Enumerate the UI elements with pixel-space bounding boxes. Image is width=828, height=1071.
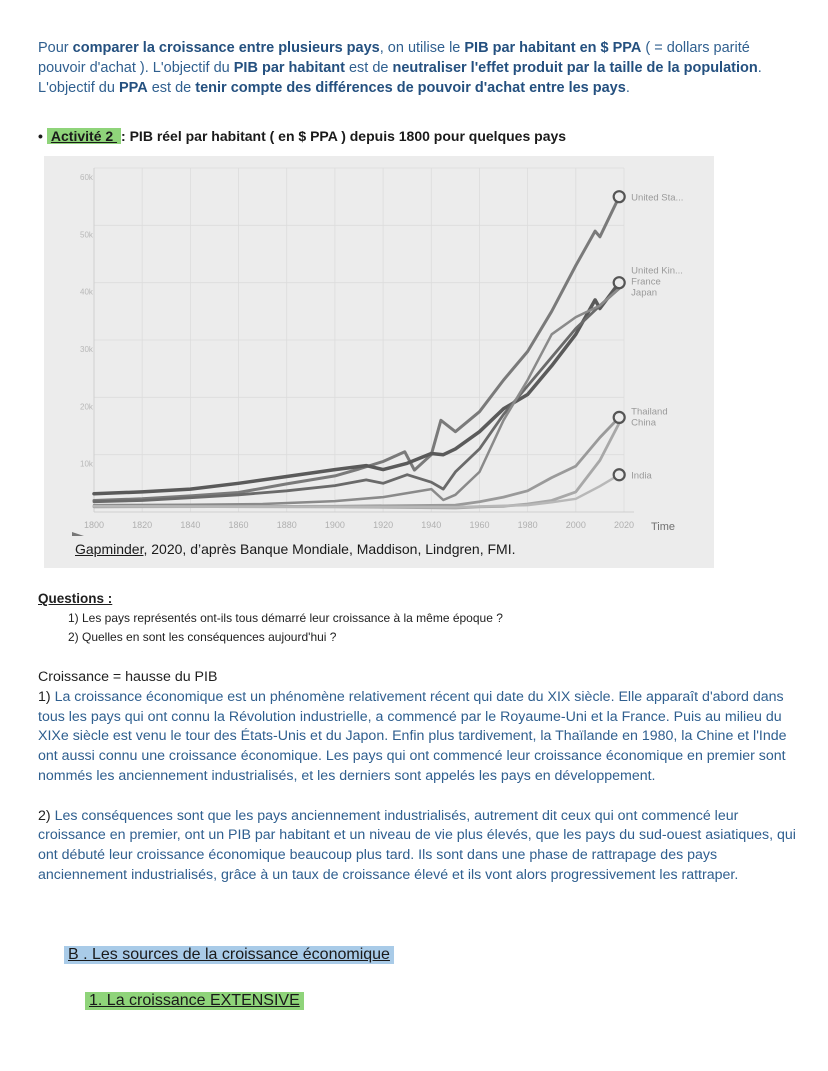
activity-tag: Activité 2 — [47, 128, 121, 144]
series-end-marker — [614, 191, 625, 202]
y-tick-label: 30k — [80, 345, 93, 354]
series-label: United Sta... — [631, 192, 684, 204]
series-line — [94, 283, 619, 494]
answer-heading: Croissance = hausse du PIB — [38, 669, 218, 685]
series-line — [94, 288, 619, 505]
y-tick-label: 40k — [80, 287, 93, 297]
series-label: France — [631, 276, 661, 288]
answer-text: La croissance économique est un phénomène relativement récent qui date du XIX siècle. Elle apparaît d'abord dans tous les pays qui ont connu la Révolution industrielle, a commencé par le Royaume-Uni et la France. Puis au milieu du XIXe siècle est venu le tour des États-Unis et du Japon. Enfin plus tardivement, la Thaïlande en 1980, la Chine et l'Inde ont aussi connu une croissance économique. Les pays qui ont commencé leur croissance économique en premier sont nommés les anciennement industrialisés, et les derniers sont appelés les pays en développement. — [38, 688, 787, 784]
answer-text: Les conséquences sont que les pays anciennement industrialisés, autrement dit ceux qui ont commencé leur croissance en premier, ont un PIB par habitant et un niveau de vie plus élevés, que les pays du sud-ouest asiatiques, qui ont débuté leur croissance économique beaucoup plus tard. Ils sont dans une phase de rattrapage des pays anciennement industrialisés, grâce à un taux de croissance élevé et ils vont alors progressivement les rattraper. — [38, 807, 796, 883]
chart-series — [94, 191, 625, 508]
answer-paragraph-1 — [38, 688, 798, 787]
series-end-marker — [614, 412, 625, 423]
x-tick-label: 1980 — [517, 520, 538, 530]
series-label: Thailand — [631, 406, 668, 418]
question-item: 2) Quelles en sont les conséquences aujourd'hui ? — [68, 630, 337, 644]
y-tick-label: 10k — [80, 459, 93, 469]
section-heading-b: B . Les sources de la croissance économique — [64, 946, 394, 964]
y-tick-label: 60k — [80, 173, 93, 182]
intro-bold: tenir compte des différences de pouvoir d'achat entre les pays — [195, 80, 626, 96]
intro-text: Pour — [38, 40, 73, 56]
intro-bold: neutraliser l'effet produit par la taille de la population — [392, 60, 758, 76]
chart-source — [75, 541, 516, 557]
chart-grid — [94, 168, 624, 512]
x-tick-label: 1840 — [180, 520, 201, 530]
series-line — [94, 417, 619, 506]
intro-bold: comparer la croissance entre plusieurs pays — [72, 40, 380, 56]
x-tick-label: 1820 — [132, 520, 153, 530]
series-label: China — [631, 417, 657, 429]
activity-heading — [38, 128, 566, 144]
intro-bold: PIB par habitant en $ PPA — [464, 40, 642, 56]
intro-bold: PPA — [118, 80, 148, 96]
questions-list — [68, 609, 503, 647]
x-tick-label: 1900 — [324, 520, 345, 530]
intro-text: . — [625, 80, 630, 96]
section-heading-b1: 1. La croissance EXTENSIVE — [85, 992, 304, 1010]
questions-title: Questions : — [38, 591, 113, 606]
intro-text: est de — [344, 60, 393, 76]
series-label: United Kin... — [631, 265, 683, 277]
answer-number: 2) — [38, 807, 55, 824]
answer-paragraph-2 — [38, 807, 798, 886]
x-tick-label: 1960 — [469, 520, 490, 530]
answer-number: 1) — [38, 688, 55, 705]
series-end-marker — [614, 469, 625, 480]
intro-text: ( = dollars parité pouvoir d'achat ). L'objectif du — [38, 40, 750, 76]
chart-labels — [631, 193, 683, 482]
question-item: 1) Les pays représentés ont-ils tous démarré leur croissance à la même époque ? — [68, 611, 503, 625]
intro-text: . L'objectif du — [38, 60, 762, 96]
intro-bold: PIB par habitant — [233, 60, 345, 76]
axis-arrow-icon — [72, 532, 84, 536]
source-text: , 2020, d’après Banque Mondiale, Maddison, Lindgren, FMI. — [143, 541, 516, 557]
series-label: India — [631, 470, 652, 482]
x-tick-label: 1860 — [228, 520, 249, 530]
x-tick-label: 1920 — [373, 520, 394, 530]
x-tick-label: 2020 — [613, 520, 635, 530]
series-label: Japan — [631, 287, 658, 299]
x-tick-label: 1800 — [83, 520, 105, 530]
chart-svg — [44, 156, 714, 568]
bullet: • — [38, 128, 43, 144]
gdp-chart — [44, 156, 714, 568]
series-end-marker — [614, 277, 625, 288]
intro-text: , on utilise le — [379, 40, 465, 56]
y-tick-label: 20k — [80, 402, 93, 412]
x-tick-label: 2000 — [565, 520, 586, 530]
intro-text: est de — [147, 80, 196, 96]
x-tick-label: 1880 — [276, 520, 297, 530]
activity-title: : PIB réel par habitant ( en $ PPA ) depuis 1800 pour quelques pays — [121, 128, 567, 144]
x-axis-label: Time — [651, 521, 676, 533]
x-tick-label: 1940 — [421, 520, 442, 530]
y-tick-label: 50k — [80, 230, 93, 240]
answer-block — [38, 668, 798, 886]
source-link[interactable]: Gapminder — [75, 541, 144, 557]
intro-paragraph — [38, 38, 798, 98]
